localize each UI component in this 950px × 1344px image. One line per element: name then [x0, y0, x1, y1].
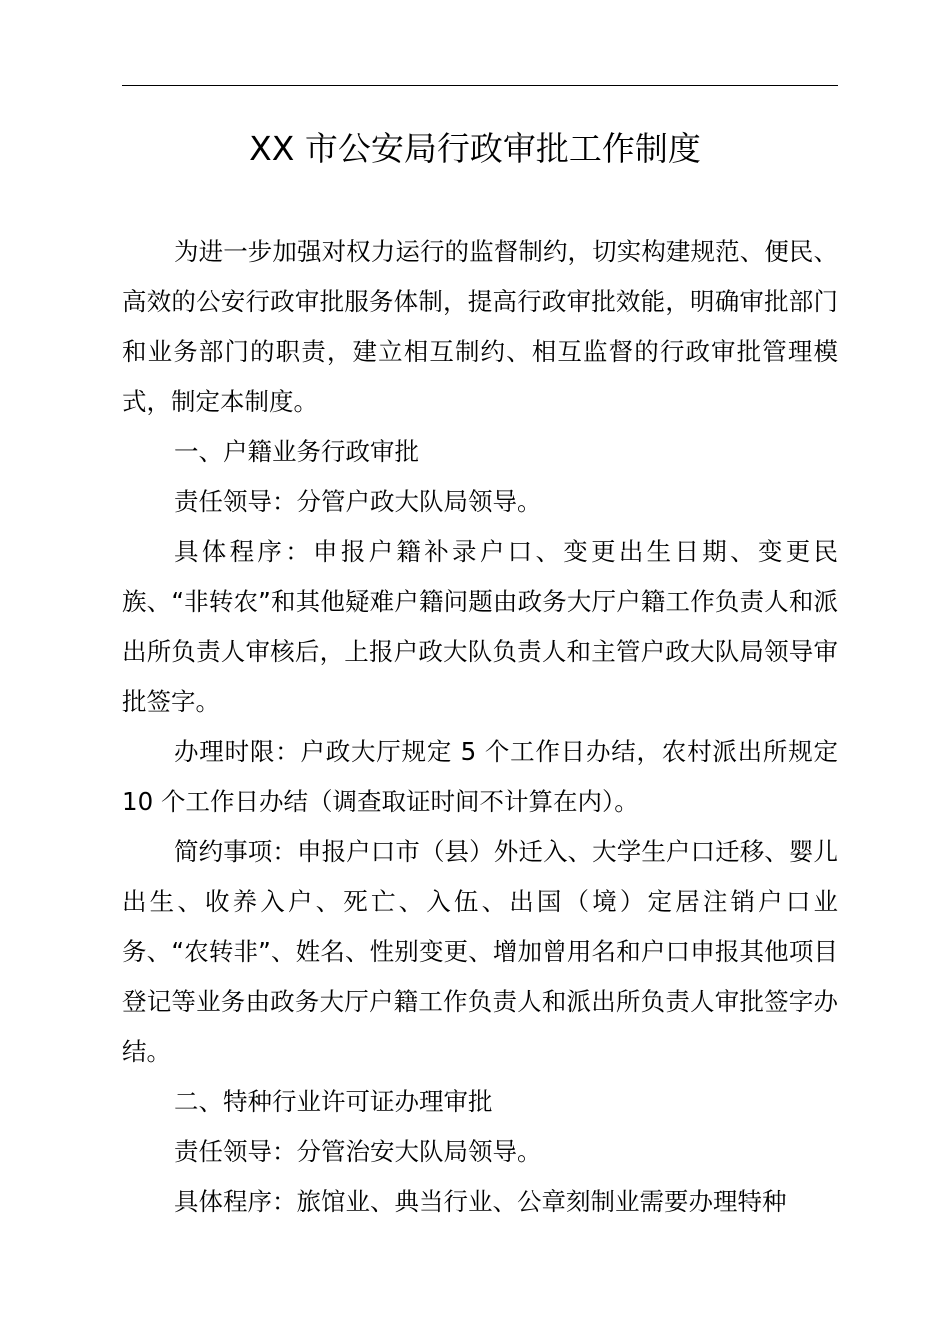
paragraph-time-limit: 办理时限：户政大厅规定 5 个工作日办结，农村派出所规定 10 个工作日办结（调查取证时间不计算在内）。	[122, 737, 838, 816]
paragraph-procedure: 具体程序：申报户籍补录户口、变更出生日期、变更民族、“非转农”和其他疑难户籍问题由政务大厅户籍工作负责人和派出所负责人审核后，上报户政大队负责人和主管户政大队局领导审批签字。	[122, 537, 838, 716]
document-title: XX 市公安局行政审批工作制度	[249, 129, 701, 168]
section-heading-household-registration: 一、户籍业务行政审批	[174, 437, 419, 466]
paragraph-simplified-items: 简约事项：申报户口市（县）外迁入、大学生户口迁移、婴儿出生、收养入户、死亡、入伍、出国（境）定居注销户口业务、“农转非”、姓名、性别变更、增加曾用名和户口申报其他项目登记等业务由政务大厅户籍工作负责人和派出所负责人审批签字办结。	[122, 837, 838, 1066]
paragraph-procedure-2: 具体程序：旅馆业、典当行业、公章刻制业需要办理特种	[174, 1187, 787, 1216]
paragraph-responsible-leader: 责任领导：分管户政大队局领导。	[174, 487, 542, 516]
header-rule	[122, 85, 838, 86]
document-body	[122, 227, 838, 1227]
section-heading-special-industry-license: 二、特种行业许可证办理审批	[174, 1087, 493, 1116]
paragraph-responsible-leader-2: 责任领导：分管治安大队局领导。	[174, 1137, 542, 1166]
paragraph-intro: 为进一步加强对权力运行的监督制约，切实构建规范、便民、高效的公安行政审批服务体制，提高行政审批效能，明确审批部门和业务部门的职责，建立相互制约、相互监督的行政审批管理模式，制定本制度。	[122, 237, 838, 416]
